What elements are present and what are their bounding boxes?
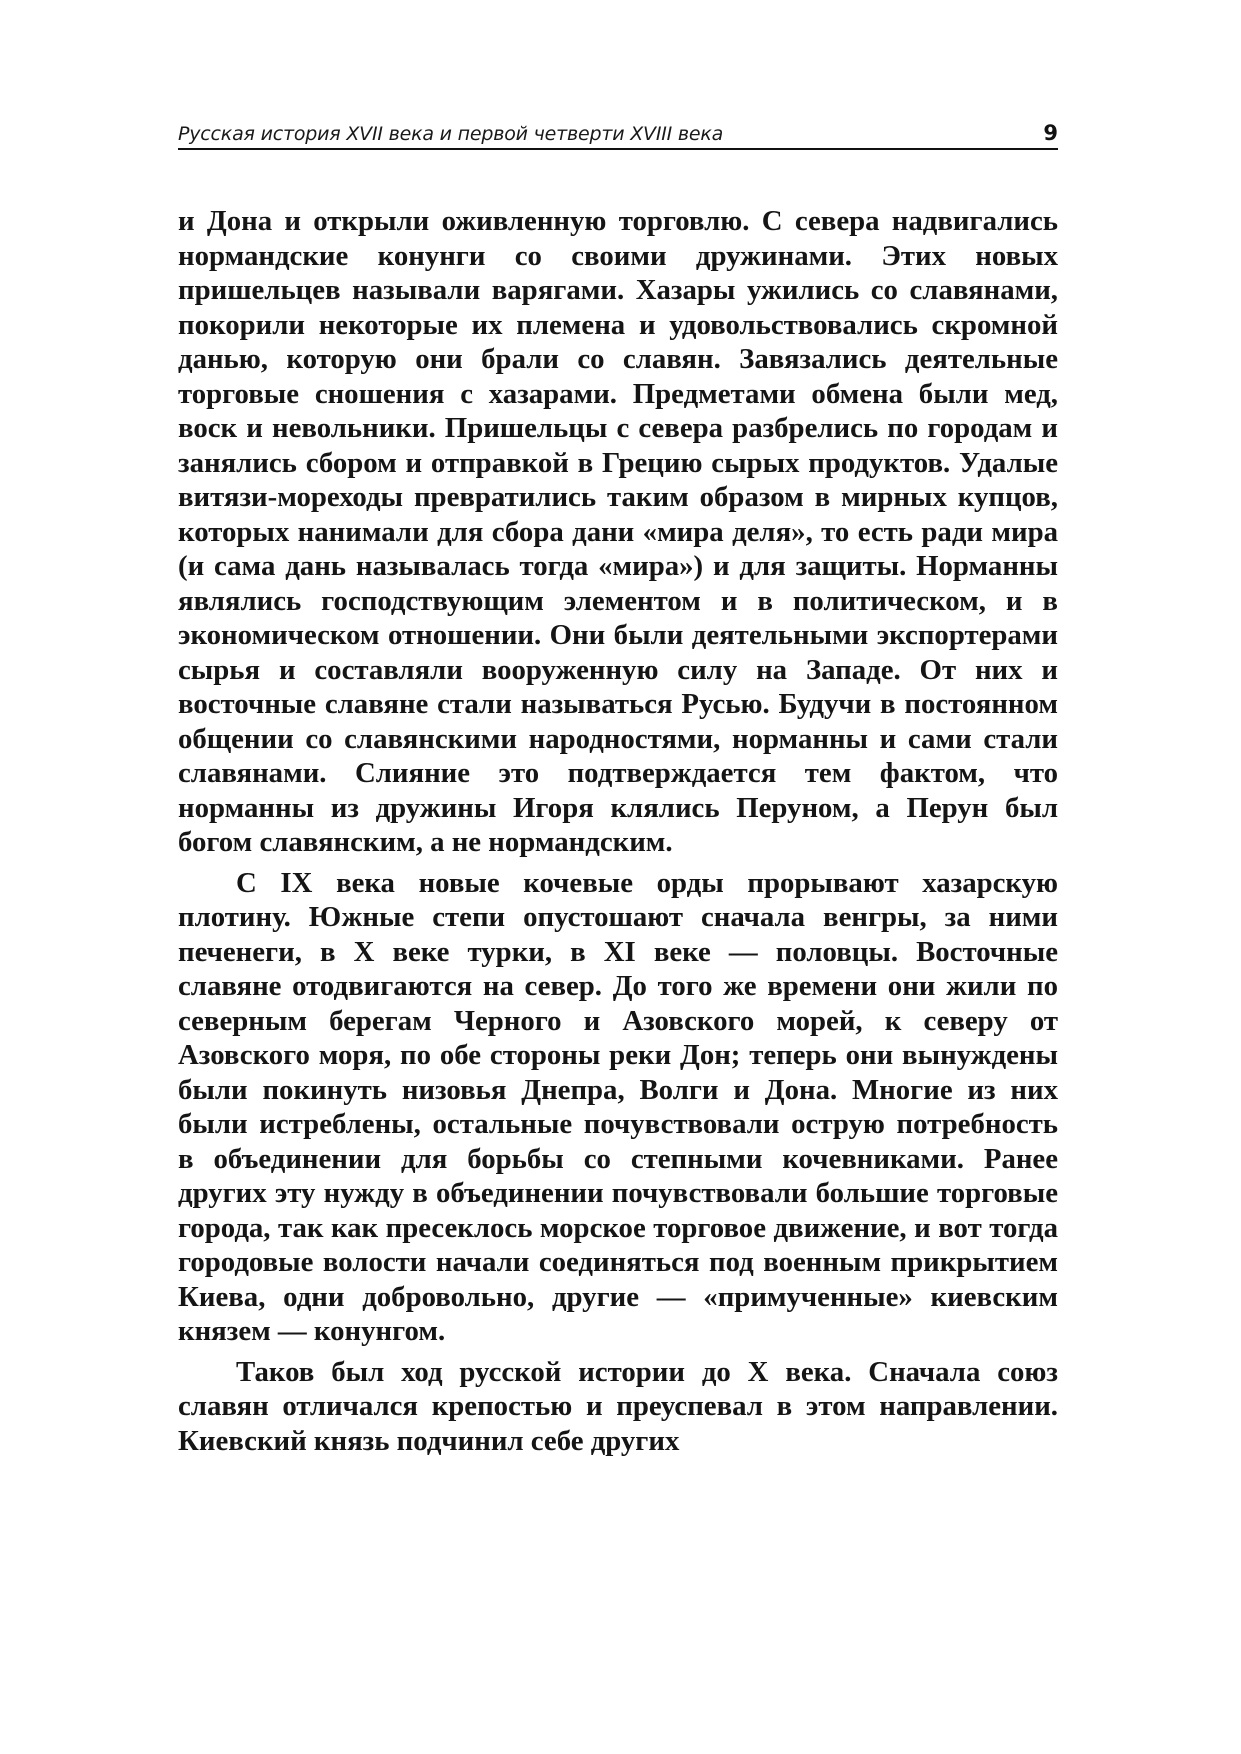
page-number: 9 [1043,121,1058,145]
paragraph-3: Таков был ход русской истории до X века. Сначала союз славян отличался крепостью и преуспевал в этом направлении. Киевский князь подчинил себе других [178,1355,1058,1457]
running-header [178,118,1058,150]
body-text [178,204,1058,1458]
paragraph-2: С IX века новые кочевые орды прорывают хазарскую плотину. Южные степи опустошают сначала венгры, за ними печенеги, в X веке турки, в XI веке — половцы. Восточные славяне отодвигаются на север. До того же времени они жили по северным берегам Черного и Азовского морей, к северу от Азовского моря, по обе стороны реки Дон; теперь они вынуждены были покинуть низовья Днепра, Волги и Дона. Многие из них были истреблены, остальные почувствовали острую потребность в объединении для борьбы со степными кочевниками. Ранее других эту нужду в объединении почувствовали большие торговые города, так как пресеклось морское торговое движение, и вот тогда городовые волости начали соединяться под военным прикрытием Киева, одни добровольно, другие — «примученные» киевским князем — конунгом. [178,866,1058,1347]
running-header-title: Русская история XVII века и первой четверти XVIII века [178,123,724,145]
paragraph-1: и Дона и открыли оживленную торговлю. С севера надвигались нормандские конунги со своими дружинами. Этих новых пришельцев называли варягами. Хазары ужились со славянами, покорили некоторые их племена и удовольствовались скромной данью, которую они брали со славян. Завязались деятельные торговые сношения с хазарами. Предметами обмена были мед, воск и невольники. Пришельцы с севера разбрелись по городам и занялись сбором и отправкой в Грецию сырых продуктов. Удалые витязи-мореходы превратились таким образом в мирных купцов, которых нанимали для сбора дани «мира деля», то есть ради мира (и сама дань называлась тогда «мира») и для защиты. Норманны являлись господствующим элементом и в политическом, и в экономическом отношении. Они были деятельными экспортерами сырья и составляли вооруженную силу на Западе. От них и восточные славяне стали называться Русью. Будучи в постоянном общении со славянскими народностями, норманны и сами стали славянами. Слияние это подтверждается тем фактом, что норманны из дружины Игоря клялись Перуном, а Перун был богом славянским, а не нормандским. [178,205,1058,858]
